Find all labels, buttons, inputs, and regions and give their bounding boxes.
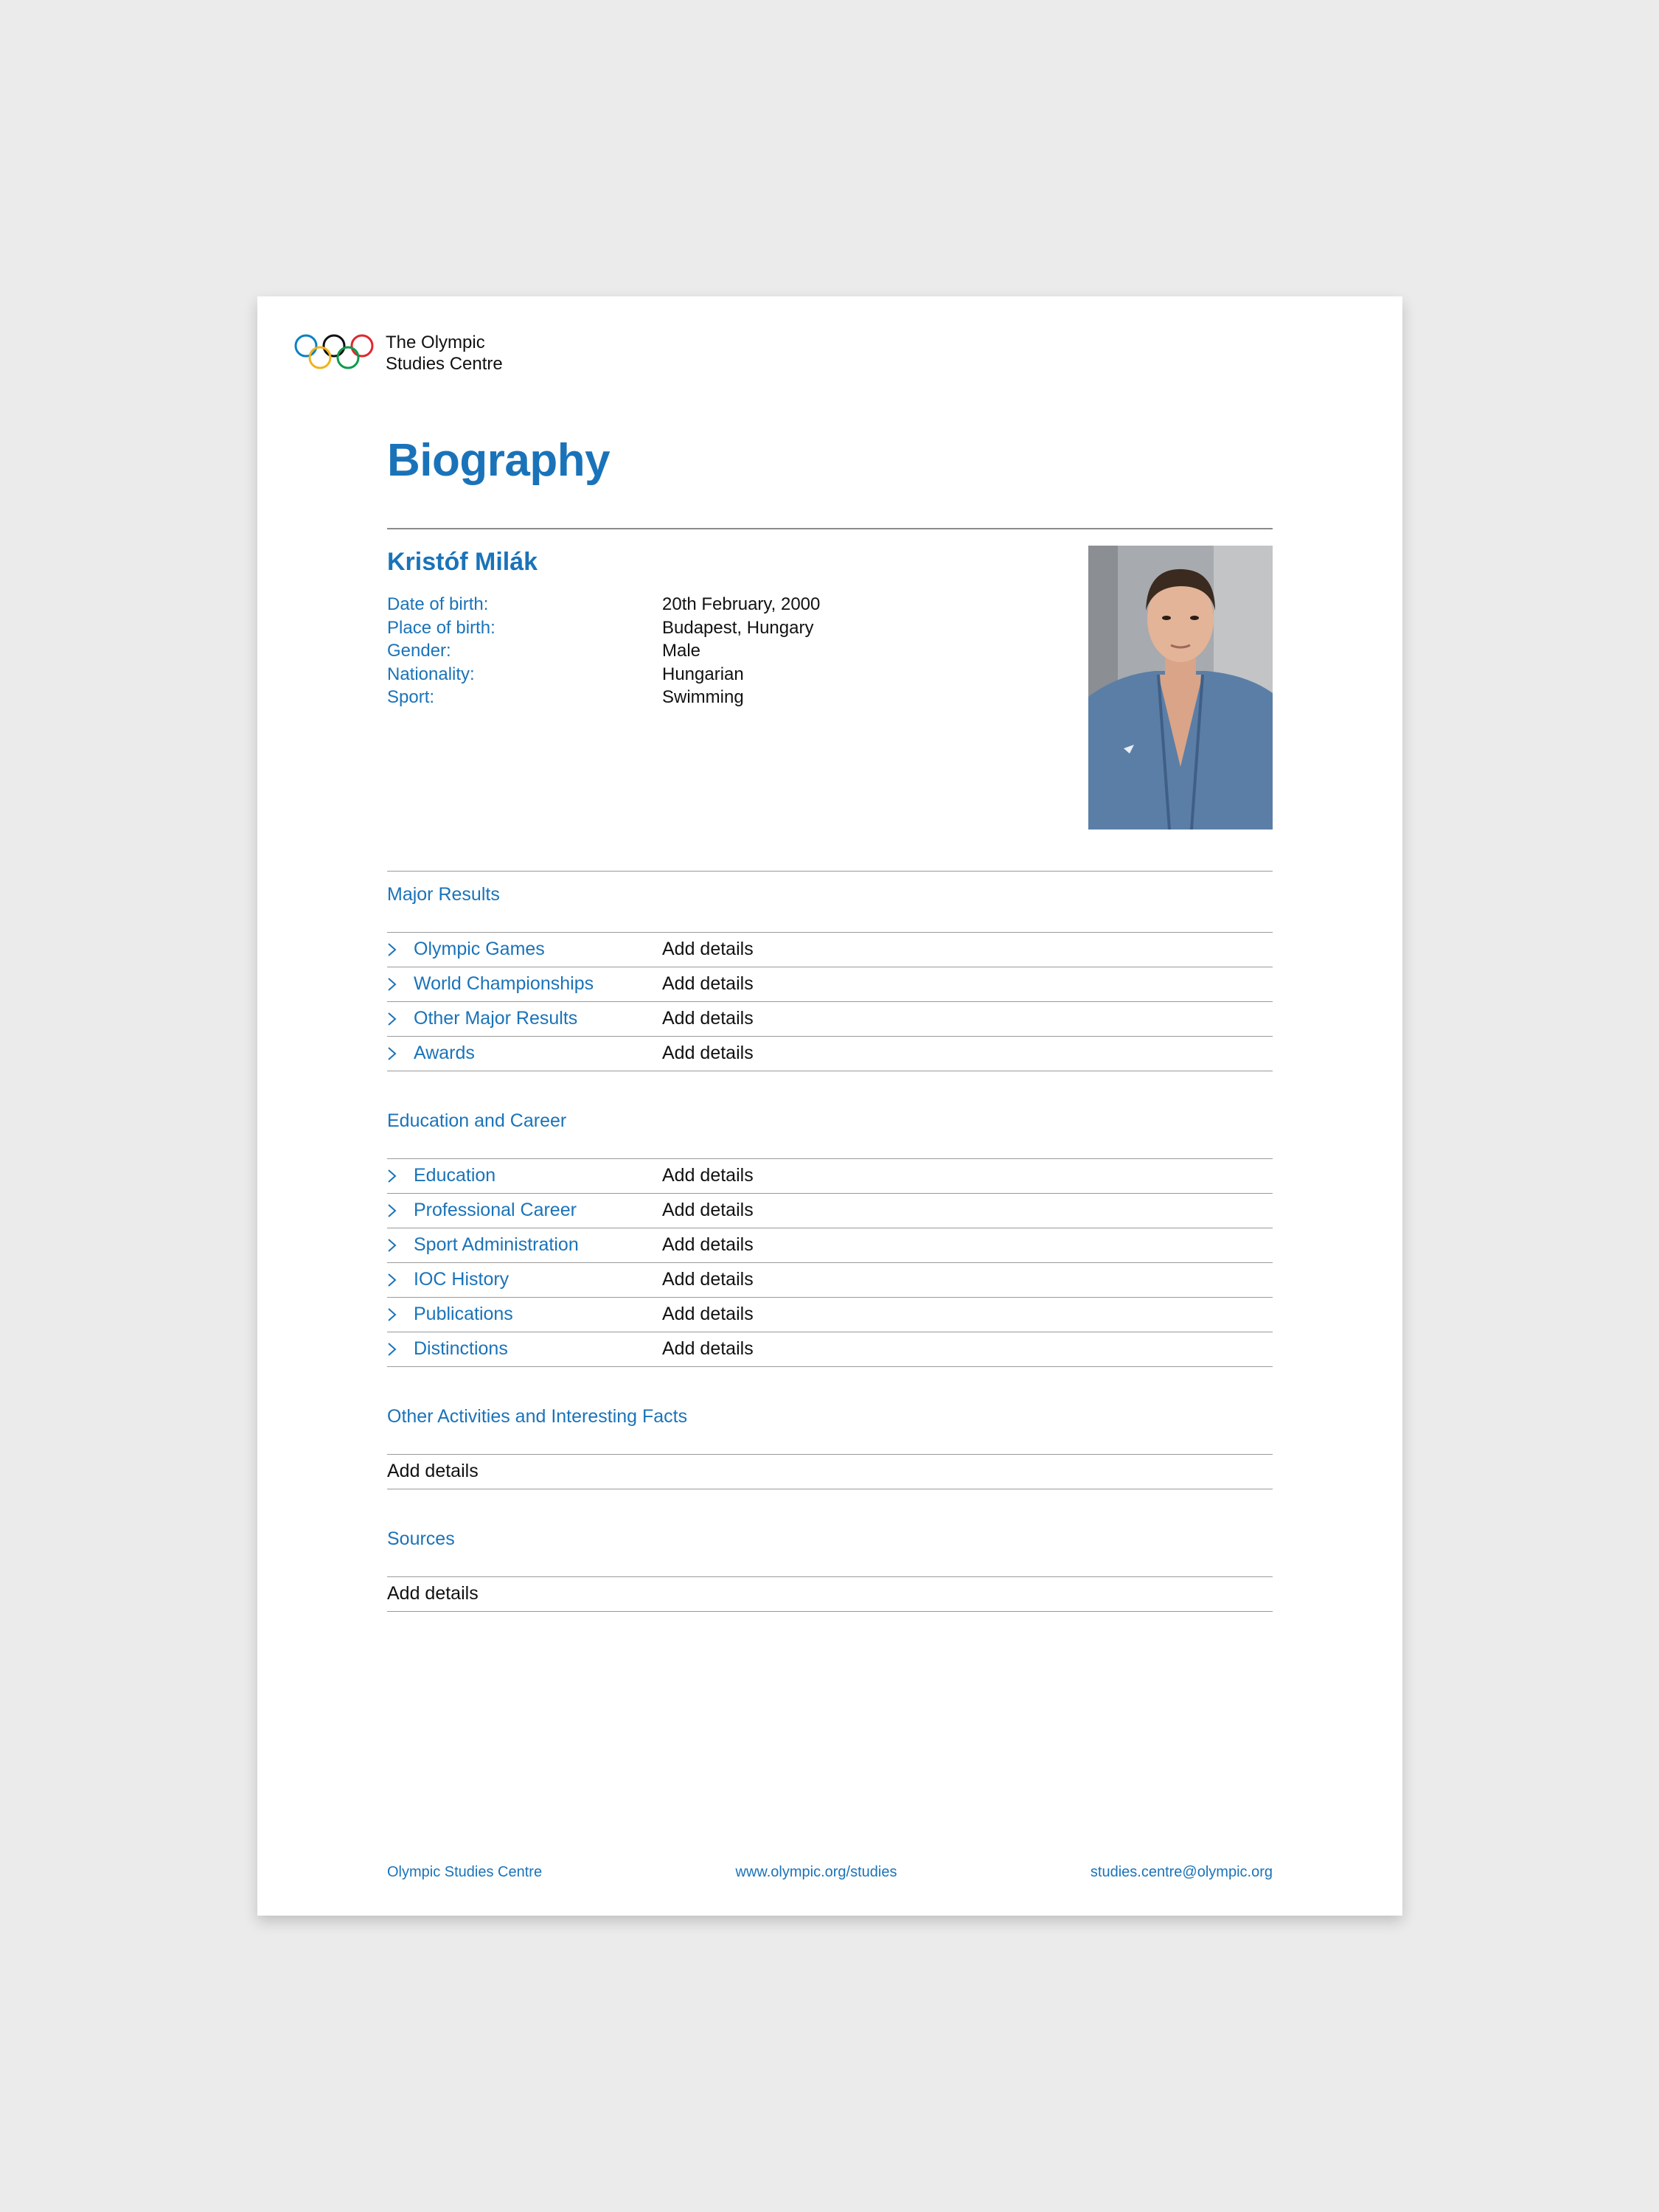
row-label: Olympic Games [414, 939, 545, 959]
major-results-section [387, 882, 1273, 1071]
chevron-right-icon [387, 1169, 414, 1183]
chevron-right-icon [387, 1203, 414, 1218]
table-row[interactable] [387, 1002, 1273, 1037]
row-label: World Championships [414, 973, 594, 994]
athlete-portrait [1088, 546, 1273, 830]
info-label: Place of birth: [387, 617, 495, 638]
table-row[interactable] [387, 1298, 1273, 1332]
info-value: Hungarian [662, 664, 744, 684]
row-value: Add details [662, 1304, 754, 1324]
footer-email-link[interactable]: studies.centre@olympic.org [1090, 1864, 1273, 1880]
logo-wordmark [386, 332, 503, 375]
row-value: Add details [662, 1165, 754, 1186]
row-label: Publications [414, 1304, 513, 1324]
chevron-right-icon [387, 977, 414, 992]
row-value: Add details [662, 1269, 754, 1290]
title-divider [387, 528, 1273, 529]
row-value: Add details [662, 973, 754, 994]
table-row[interactable] [387, 1037, 1273, 1071]
row-value: Add details [662, 1043, 754, 1063]
olympic-rings-icon [294, 333, 375, 374]
row-label: Distinctions [414, 1338, 508, 1359]
row-label: Sport Administration [414, 1234, 579, 1255]
table-row[interactable] [387, 1332, 1273, 1367]
section-divider [387, 871, 1273, 872]
info-label: Date of birth: [387, 594, 489, 614]
info-label: Nationality: [387, 664, 475, 684]
page-title: Biography [387, 435, 611, 486]
chevron-right-icon [387, 942, 414, 957]
chevron-right-icon [387, 1238, 414, 1253]
row-value: Add details [662, 1234, 754, 1255]
other-activities-section [387, 1404, 1273, 1489]
table-row[interactable] [387, 933, 1273, 967]
chevron-right-icon [387, 1273, 414, 1287]
info-value: Swimming [662, 687, 744, 707]
biography-page [257, 296, 1402, 1916]
info-value: Budapest, Hungary [662, 617, 814, 638]
row-label: Professional Career [414, 1200, 577, 1220]
info-label: Sport: [387, 687, 435, 707]
table-row[interactable] [387, 1194, 1273, 1228]
section-title-education-career: Education and Career [387, 1110, 567, 1131]
row-value: Add details [662, 1338, 754, 1359]
row-label: Education [414, 1165, 496, 1186]
row-value: Add details [662, 1200, 754, 1220]
athlete-photo [1088, 546, 1273, 830]
chevron-right-icon [387, 1012, 414, 1026]
other-activities-details[interactable]: Add details [387, 1455, 1273, 1489]
main-content [387, 431, 1273, 1612]
athlete-name: Kristóf Milák [387, 548, 538, 576]
info-value: Male [662, 641, 701, 661]
chevron-right-icon [387, 1342, 414, 1357]
olympic-studies-logo [294, 332, 503, 375]
chevron-right-icon [387, 1046, 414, 1061]
section-title-other-activities: Other Activities and Interesting Facts [387, 1405, 688, 1427]
section-title-sources: Sources [387, 1528, 455, 1549]
row-value: Add details [662, 1008, 754, 1029]
section-title-major-results: Major Results [387, 883, 500, 905]
footer-org: Olympic Studies Centre [387, 1864, 543, 1880]
row-value: Add details [662, 939, 754, 959]
logo-line-1: The Olympic [386, 333, 485, 352]
sources-section [387, 1526, 1273, 1612]
row-label: IOC History [414, 1269, 509, 1290]
logo-line-2: Studies Centre [386, 354, 503, 374]
row-label: Awards [414, 1043, 475, 1063]
info-value: 20th February, 2000 [662, 594, 821, 614]
education-career-section [387, 1108, 1273, 1367]
footer-url-link[interactable]: www.olympic.org/studies [735, 1864, 897, 1880]
page-footer [387, 1864, 1273, 1881]
table-row[interactable] [387, 1263, 1273, 1298]
table-row[interactable] [387, 967, 1273, 1002]
sources-details[interactable]: Add details [387, 1577, 1273, 1612]
info-label: Gender: [387, 641, 451, 661]
chevron-right-icon [387, 1307, 414, 1322]
table-row[interactable] [387, 1228, 1273, 1263]
table-row[interactable] [387, 1159, 1273, 1194]
row-label: Other Major Results [414, 1008, 578, 1029]
